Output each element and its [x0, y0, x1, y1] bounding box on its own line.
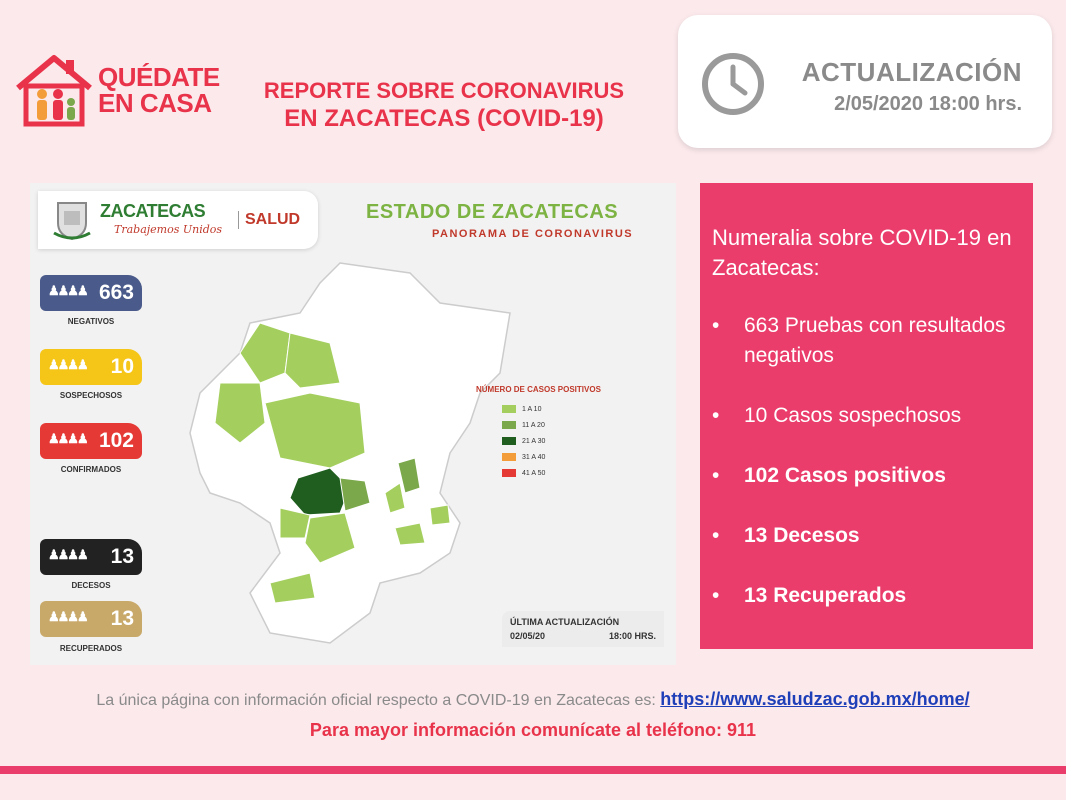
legend-title: NÚMERO DE CASOS POSITIVOS [476, 385, 601, 394]
coat-of-arms-icon [52, 199, 92, 241]
update-label: ACTUALIZACIÓN [801, 57, 1022, 87]
state-title: ESTADO DE ZACATECAS [366, 201, 619, 223]
last-update-label: ÚLTIMA ACTUALIZACIÓN [510, 617, 620, 627]
report-title-line-1: REPORTE SOBRE CORONAVIRUS [263, 78, 625, 103]
legend-label: 21 A 30 [522, 437, 546, 445]
list-item [712, 461, 1032, 491]
legend-item [502, 405, 541, 415]
numeralia-list [712, 311, 1032, 641]
negativos-value: 663 [98, 281, 134, 304]
clock-icon [700, 51, 766, 117]
legend-swatch [502, 453, 516, 461]
zacatecas-tagline: Trabajemos Unidos [114, 223, 223, 236]
decesos-label: DECESOS [71, 581, 111, 590]
logo-line-1: QUÉDATE [98, 62, 220, 92]
footer-note [0, 689, 1066, 710]
update-date: 2/05/2020 18:00 hrs. [834, 93, 1022, 115]
list-item-text: 102 Casos positivos [744, 464, 946, 487]
government-logo-card [38, 191, 318, 249]
decesos-stat-box [40, 539, 142, 575]
confirmados-stat-box [40, 423, 142, 459]
numeralia-heading: Numeralia sobre COVID-19 en Zacatecas: [712, 225, 1012, 280]
recuperados-value: 13 [110, 607, 134, 630]
zacatecas-logo-text: ZACATECAS [100, 201, 206, 221]
legend-item [502, 421, 545, 431]
list-item [712, 311, 1032, 371]
last-update-box [502, 611, 664, 647]
update-card [678, 15, 1052, 148]
list-item [712, 581, 1032, 611]
bullet-icon: • [712, 314, 720, 337]
bullet-icon: • [712, 464, 720, 487]
bullet-icon: • [712, 584, 720, 607]
bullet-icon: • [712, 524, 720, 547]
zacatecas-map [180, 253, 520, 653]
recuperados-label: RECUPERADOS [59, 644, 123, 653]
salud-logo: SALUD [238, 211, 300, 229]
confirmados-value: 102 [98, 429, 134, 452]
negativos-stat-box [40, 275, 142, 311]
last-update-time: 18:00 HRS. [608, 631, 656, 641]
last-update-date: 02/05/20 [510, 631, 546, 641]
bullet-icon: • [712, 404, 720, 427]
footer-phone: Para mayor información comunícate al teléfono: 911 [309, 720, 757, 740]
map-region-04 [265, 393, 365, 468]
legend-label: 41 A 50 [522, 469, 546, 477]
list-item-text: 10 Casos sospechosos [744, 404, 962, 427]
decesos-value: 13 [110, 545, 134, 568]
covid-infographic [30, 183, 676, 665]
footer-note-text: La única página con información oficial respecto a COVID-19 en Zacatecas es: [96, 692, 656, 709]
footer-bar [0, 766, 1066, 774]
sospechosos-label: SOSPECHOSOS [59, 391, 123, 400]
negativos-label: NEGATIVOS [67, 317, 115, 326]
legend-item [502, 453, 545, 463]
list-item [712, 521, 1032, 551]
house-family-icon [14, 52, 94, 128]
numeralia-panel [700, 183, 1033, 649]
quedate-en-casa-logo [14, 52, 244, 132]
legend-swatch [502, 405, 516, 413]
legend-swatch [502, 469, 516, 477]
legend-swatch [502, 437, 516, 445]
people-icon: ♟♟♟♟ [48, 547, 87, 562]
people-icon: ♟♟♟♟ [48, 609, 87, 624]
report-title-line-2: EN ZACATECAS (COVID-19) [284, 105, 604, 132]
people-icon: ♟♟♟♟ [48, 357, 87, 372]
official-site-link[interactable]: https://www.saludzac.gob.mx/home/ [660, 689, 970, 709]
recuperados-stat-box [40, 601, 142, 637]
legend-label: 1 A 10 [522, 405, 542, 413]
state-subtitle: PANORAMA DE CORONAVIRUS [432, 228, 634, 240]
list-item-text: 663 Pruebas con resultados negativos [744, 314, 1006, 367]
legend-item [502, 437, 545, 447]
logo-text [98, 64, 220, 116]
people-icon: ♟♟♟♟ [48, 283, 87, 298]
report-title [244, 78, 644, 134]
list-item-text: 13 Decesos [744, 524, 860, 547]
legend-swatch [502, 421, 516, 429]
legend-label: 11 A 20 [522, 421, 545, 429]
list-item-text: 13 Recuperados [744, 584, 907, 607]
list-item [712, 401, 1032, 431]
sospechosos-value: 10 [110, 355, 134, 378]
map-region-01d [430, 505, 450, 525]
legend-item [502, 469, 545, 479]
confirmados-label: CONFIRMADOS [60, 465, 122, 474]
people-icon: ♟♟♟♟ [48, 431, 87, 446]
logo-line-2: EN CASA [98, 88, 212, 118]
legend-label: 31 A 40 [522, 453, 546, 461]
sospechosos-stat-box [40, 349, 142, 385]
